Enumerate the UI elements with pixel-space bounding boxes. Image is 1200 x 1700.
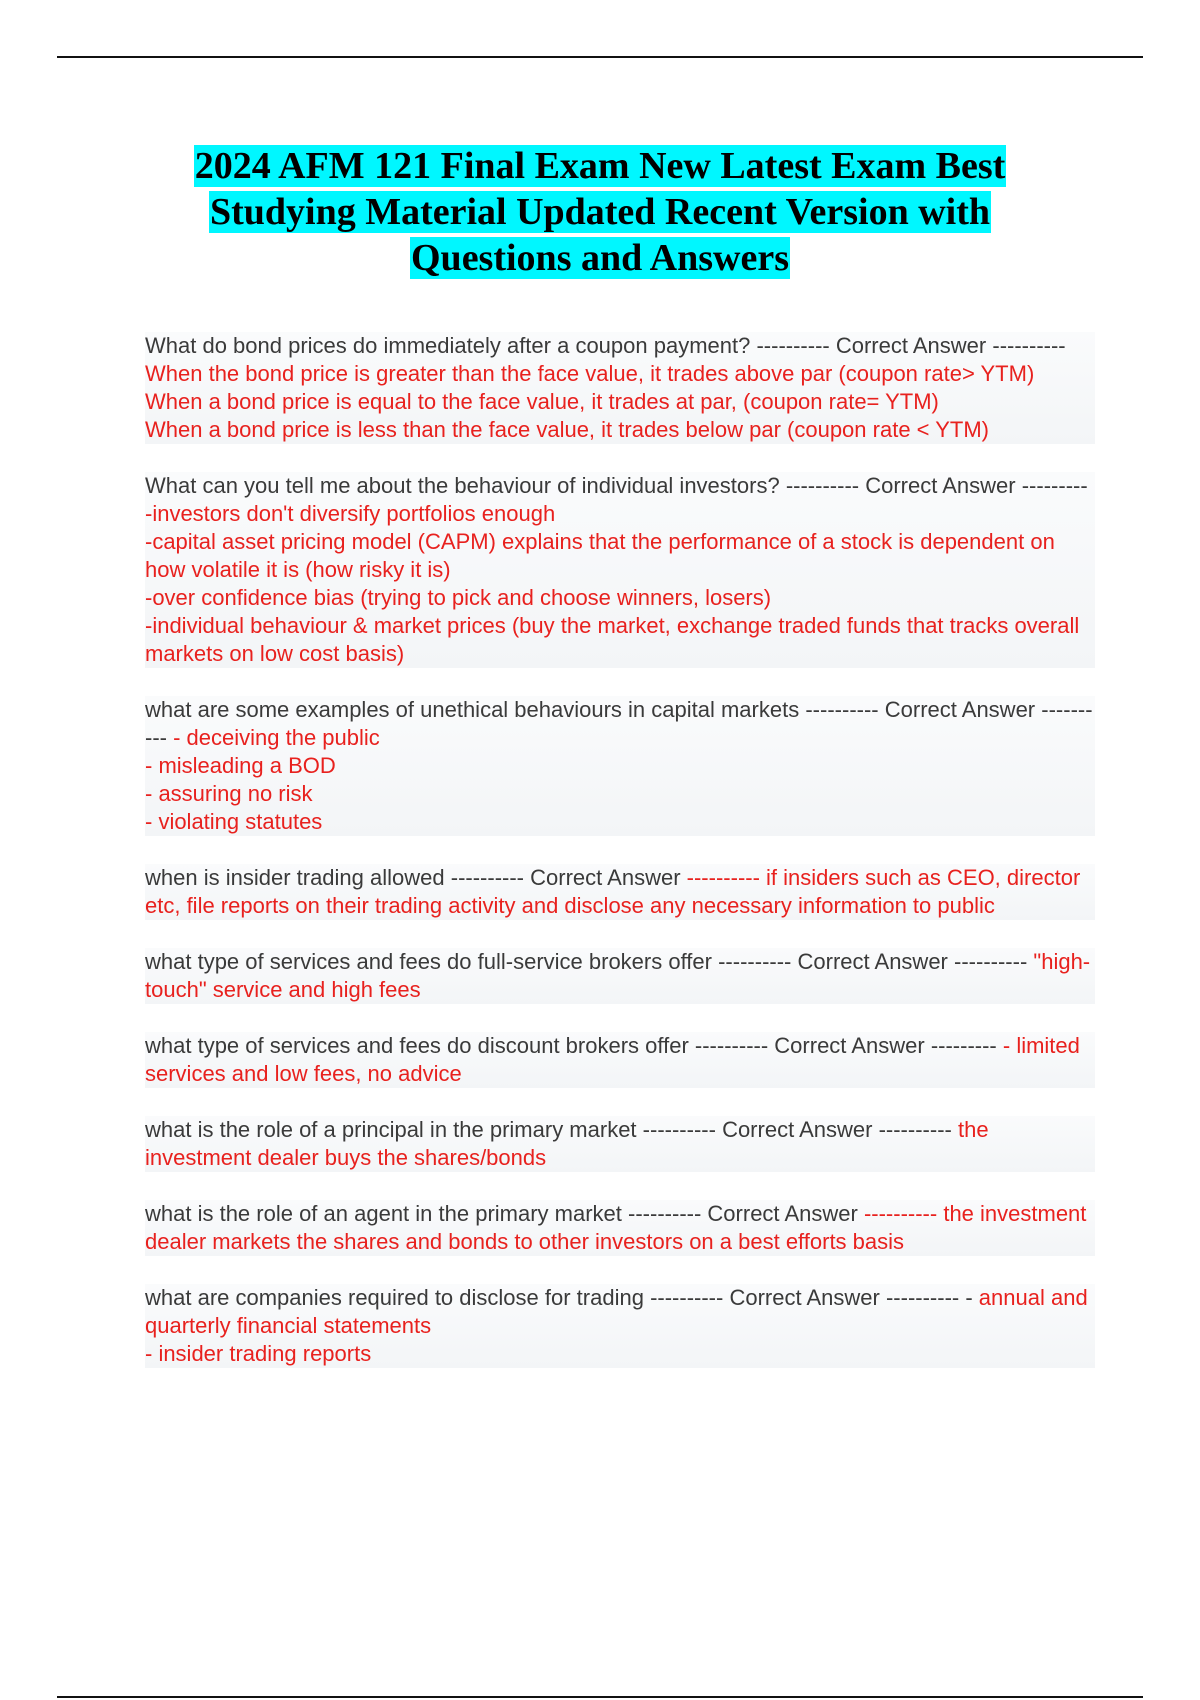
correct-answer-label: Correct Answer: [865, 473, 1016, 498]
correct-answer-label: Correct Answer: [530, 865, 681, 890]
correct-answer-label: Correct Answer: [707, 1201, 858, 1226]
question-text: what are some examples of unethical behaviours in capital markets: [145, 697, 800, 722]
title-line-1: 2024 AFM 121 Final Exam New Latest Exam Best: [194, 145, 1006, 187]
bottom-rule: [57, 1696, 1143, 1698]
separator: ----------: [650, 1285, 724, 1310]
answer-text: -investors don't diversify portfolios enough: [145, 501, 556, 526]
correct-answer-label: Correct Answer: [835, 333, 987, 358]
correct-answer-label: Correct Answer: [774, 1033, 925, 1058]
qa-item: [145, 1116, 1095, 1172]
qa-item: [145, 1032, 1095, 1088]
separator: ---------: [930, 1033, 997, 1058]
answer-line: - insider trading reports: [145, 1341, 372, 1366]
separator: ----------: [954, 949, 1028, 974]
separator: ----------: [785, 473, 860, 498]
qa-item: [145, 696, 1095, 836]
question-text: what is the role of an agent in the primary market: [145, 1201, 622, 1226]
correct-answer-label: Correct Answer: [884, 697, 1036, 722]
separator: ---------: [1021, 473, 1088, 498]
qa-item: [145, 948, 1095, 1004]
separator: ---------- -: [885, 1285, 973, 1310]
answer-line: -capital asset pricing model (CAPM) explains that the performance of a stock is dependent on how volatile it is (how risky it is): [145, 529, 1055, 582]
title-line-2: Studying Material Updated Recent Version with: [209, 191, 991, 233]
qa-list: [145, 332, 1095, 1396]
answer-line: -over confidence bias (trying to pick and choose winners, losers): [145, 585, 772, 610]
separator: ----------: [628, 1201, 702, 1226]
answer-line: - misleading a BOD: [145, 753, 336, 778]
separator: ----------: [694, 1033, 769, 1058]
top-rule: [57, 56, 1143, 58]
answer-line: -individual behaviour & market prices (buy the market, exchange traded funds that tracks overall markets on low cost basis): [145, 613, 1080, 666]
answer-text: - limited services and low fees, no advice: [145, 1033, 1080, 1086]
answer-text: When the bond price is greater than the face value, it trades above par (coupon rate> YTM): [145, 361, 1035, 386]
question-text: what is the role of a principal in the primary market: [145, 1117, 637, 1142]
question-text: what type of services and fees do full-service brokers offer: [145, 949, 712, 974]
separator: ----------: [863, 1201, 938, 1226]
separator: ----------: [756, 333, 830, 358]
title-line-3: Questions and Answers: [411, 237, 789, 279]
answer-text: - deceiving the public: [173, 725, 380, 750]
answer-text: the investment dealer markets the shares and bonds to other investors on a best efforts basis: [145, 1201, 1087, 1254]
separator: ----------: [805, 697, 879, 722]
separator: ----------: [878, 1117, 952, 1142]
qa-item: [145, 1284, 1095, 1368]
qa-item: [145, 472, 1095, 668]
answer-line: When a bond price is equal to the face value, it trades at par, (coupon rate= YTM): [145, 389, 939, 414]
qa-item: [145, 1200, 1095, 1256]
question-text: What can you tell me about the behaviour of individual investors?: [145, 473, 780, 498]
answer-text: if insiders such as CEO, director etc, file reports on their trading activity and disclose any necessary information to public: [145, 865, 1081, 918]
separator: ----------: [450, 865, 525, 890]
correct-answer-label: Correct Answer: [797, 949, 948, 974]
answer-text: the investment dealer buys the shares/bonds: [145, 1117, 989, 1170]
answer-line: - assuring no risk: [145, 781, 313, 806]
separator: ----------: [686, 865, 760, 890]
separator: ----------: [145, 697, 1093, 750]
correct-answer-label: Correct Answer: [722, 1117, 873, 1142]
document-title: [100, 143, 1100, 281]
separator: ----------: [642, 1117, 716, 1142]
separator: ----------: [718, 949, 792, 974]
answer-text: "high-touch" service and high fees: [145, 949, 1091, 1002]
qa-item: [145, 864, 1095, 920]
question-text: what type of services and fees do discount brokers offer: [145, 1033, 689, 1058]
question-text: when is insider trading allowed: [145, 865, 445, 890]
correct-answer-label: Correct Answer: [729, 1285, 880, 1310]
question-text: what are companies required to disclose for trading: [145, 1285, 644, 1310]
qa-item: [145, 332, 1095, 444]
answer-text: annual and quarterly financial statements: [145, 1285, 1088, 1338]
question-text: What do bond prices do immediately after a coupon payment?: [145, 333, 751, 358]
separator: ----------: [992, 333, 1066, 358]
answer-line: When a bond price is less than the face value, it trades below par (coupon rate < YTM): [145, 417, 989, 442]
answer-line: - violating statutes: [145, 809, 323, 834]
